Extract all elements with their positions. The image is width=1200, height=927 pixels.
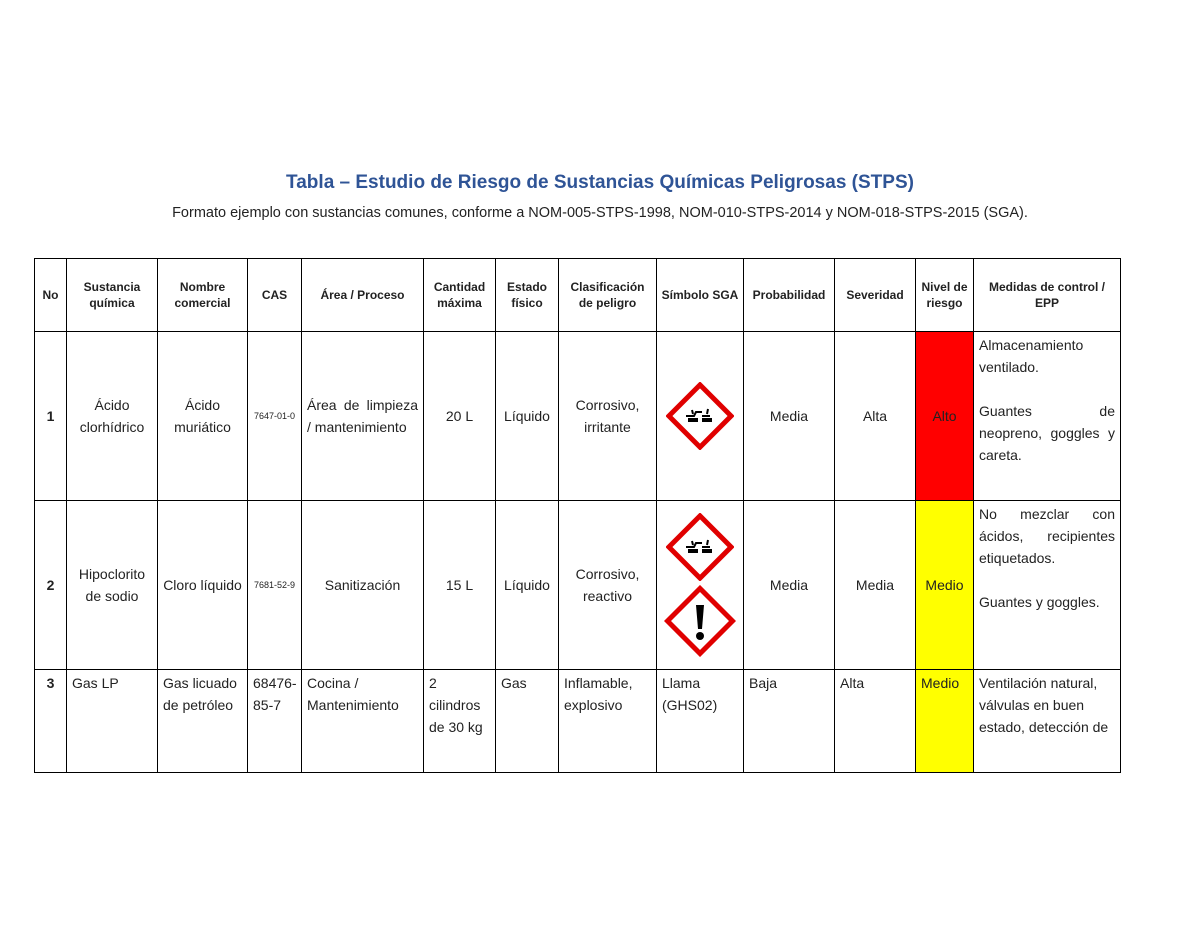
probabilidad-cell: Media bbox=[744, 332, 835, 501]
row-number: 2 bbox=[35, 501, 67, 670]
nivel-cell: Medio bbox=[916, 501, 974, 670]
nombre-cell: Cloro líquido bbox=[158, 501, 248, 670]
corrosion-pictogram-icon bbox=[666, 382, 734, 450]
header-medidas: Medidas de control / EPP bbox=[974, 259, 1121, 332]
sustancia-cell: Gas LP bbox=[67, 670, 158, 773]
cas-cell: 7647-01-0 bbox=[248, 332, 302, 501]
cas-cell: 68476-85-7 bbox=[248, 670, 302, 773]
header-estado: Estado físico bbox=[496, 259, 559, 332]
exclamation-pictogram-icon bbox=[664, 585, 736, 657]
header-simbolo: Símbolo SGA bbox=[657, 259, 744, 332]
medidas-text: Almacenamiento ventilado. bbox=[979, 337, 1084, 375]
nivel-cell: Medio bbox=[916, 670, 974, 773]
cantidad-cell: 20 L bbox=[424, 332, 496, 501]
area-cell: Cocina / Mantenimiento bbox=[302, 670, 424, 773]
medidas-cell bbox=[974, 501, 1121, 670]
medidas-text: No mezclar con ácidos, recipientes etiquetados. bbox=[979, 506, 1115, 566]
severidad-cell: Alta bbox=[835, 332, 916, 501]
header-nivel: Nivel de riesgo bbox=[916, 259, 974, 332]
row-number: 1 bbox=[35, 332, 67, 501]
page-title: Tabla – Estudio de Riesgo de Sustancias Químicas Peligrosas (STPS) bbox=[286, 172, 914, 193]
cas-cell: 7681-52-9 bbox=[248, 501, 302, 670]
header-probabilidad: Probabilidad bbox=[744, 259, 835, 332]
nivel-cell: Alto bbox=[916, 332, 974, 501]
clasificacion-cell: Corrosivo, irritante bbox=[559, 332, 657, 501]
header-area: Área / Proceso bbox=[302, 259, 424, 332]
simbolo-cell bbox=[657, 501, 744, 670]
clasificacion-cell: Corrosivo, reactivo bbox=[559, 501, 657, 670]
estado-cell: Líquido bbox=[496, 332, 559, 501]
header-cas: CAS bbox=[248, 259, 302, 332]
header-sustancia: Sustancia química bbox=[67, 259, 158, 332]
cantidad-cell: 2 cilindros de 30 kg bbox=[424, 670, 496, 773]
medidas-text: Guantes de neopreno, goggles y careta. bbox=[979, 403, 1115, 463]
header-cantidad: Cantidad máxima bbox=[424, 259, 496, 332]
table-row bbox=[35, 501, 1121, 670]
severidad-cell: Media bbox=[835, 501, 916, 670]
corrosion-pictogram-icon bbox=[666, 513, 734, 581]
area-cell: Sanitización bbox=[302, 501, 424, 670]
sustancia-cell: Hipoclorito de sodio bbox=[67, 501, 158, 670]
nombre-cell: Gas licuado de petróleo bbox=[158, 670, 248, 773]
table-row bbox=[35, 332, 1121, 501]
severidad-cell: Alta bbox=[835, 670, 916, 773]
medidas-text: Guantes y goggles. bbox=[979, 594, 1100, 610]
header-clasificacion: Clasificación de peligro bbox=[559, 259, 657, 332]
page-subtitle: Formato ejemplo con sustancias comunes, conforme a NOM-005-STPS-1998, NOM-010-STPS-2014 y NOM-018-STPS-2015 (SGA). bbox=[172, 205, 1028, 221]
clasificacion-cell: Inflamable, explosivo bbox=[559, 670, 657, 773]
probabilidad-cell: Baja bbox=[744, 670, 835, 773]
risk-table bbox=[34, 258, 1121, 773]
medidas-cell bbox=[974, 332, 1121, 501]
area-cell: Área de limpieza / mantenimiento bbox=[302, 332, 424, 501]
estado-cell: Gas bbox=[496, 670, 559, 773]
medidas-cell: Ventilación natural, válvulas en buen estado, detección de bbox=[974, 670, 1121, 773]
cantidad-cell: 15 L bbox=[424, 501, 496, 670]
nombre-cell: Ácido muriático bbox=[158, 332, 248, 501]
row-number: 3 bbox=[35, 670, 67, 773]
simbolo-cell bbox=[657, 332, 744, 501]
probabilidad-cell: Media bbox=[744, 501, 835, 670]
header-severidad: Severidad bbox=[835, 259, 916, 332]
sustancia-cell: Ácido clorhídrico bbox=[67, 332, 158, 501]
header-nombre: Nombre comercial bbox=[158, 259, 248, 332]
header-row bbox=[35, 259, 1121, 332]
header-no: No bbox=[35, 259, 67, 332]
simbolo-cell: Llama (GHS02) bbox=[657, 670, 744, 773]
estado-cell: Líquido bbox=[496, 501, 559, 670]
table-row bbox=[35, 670, 1121, 773]
